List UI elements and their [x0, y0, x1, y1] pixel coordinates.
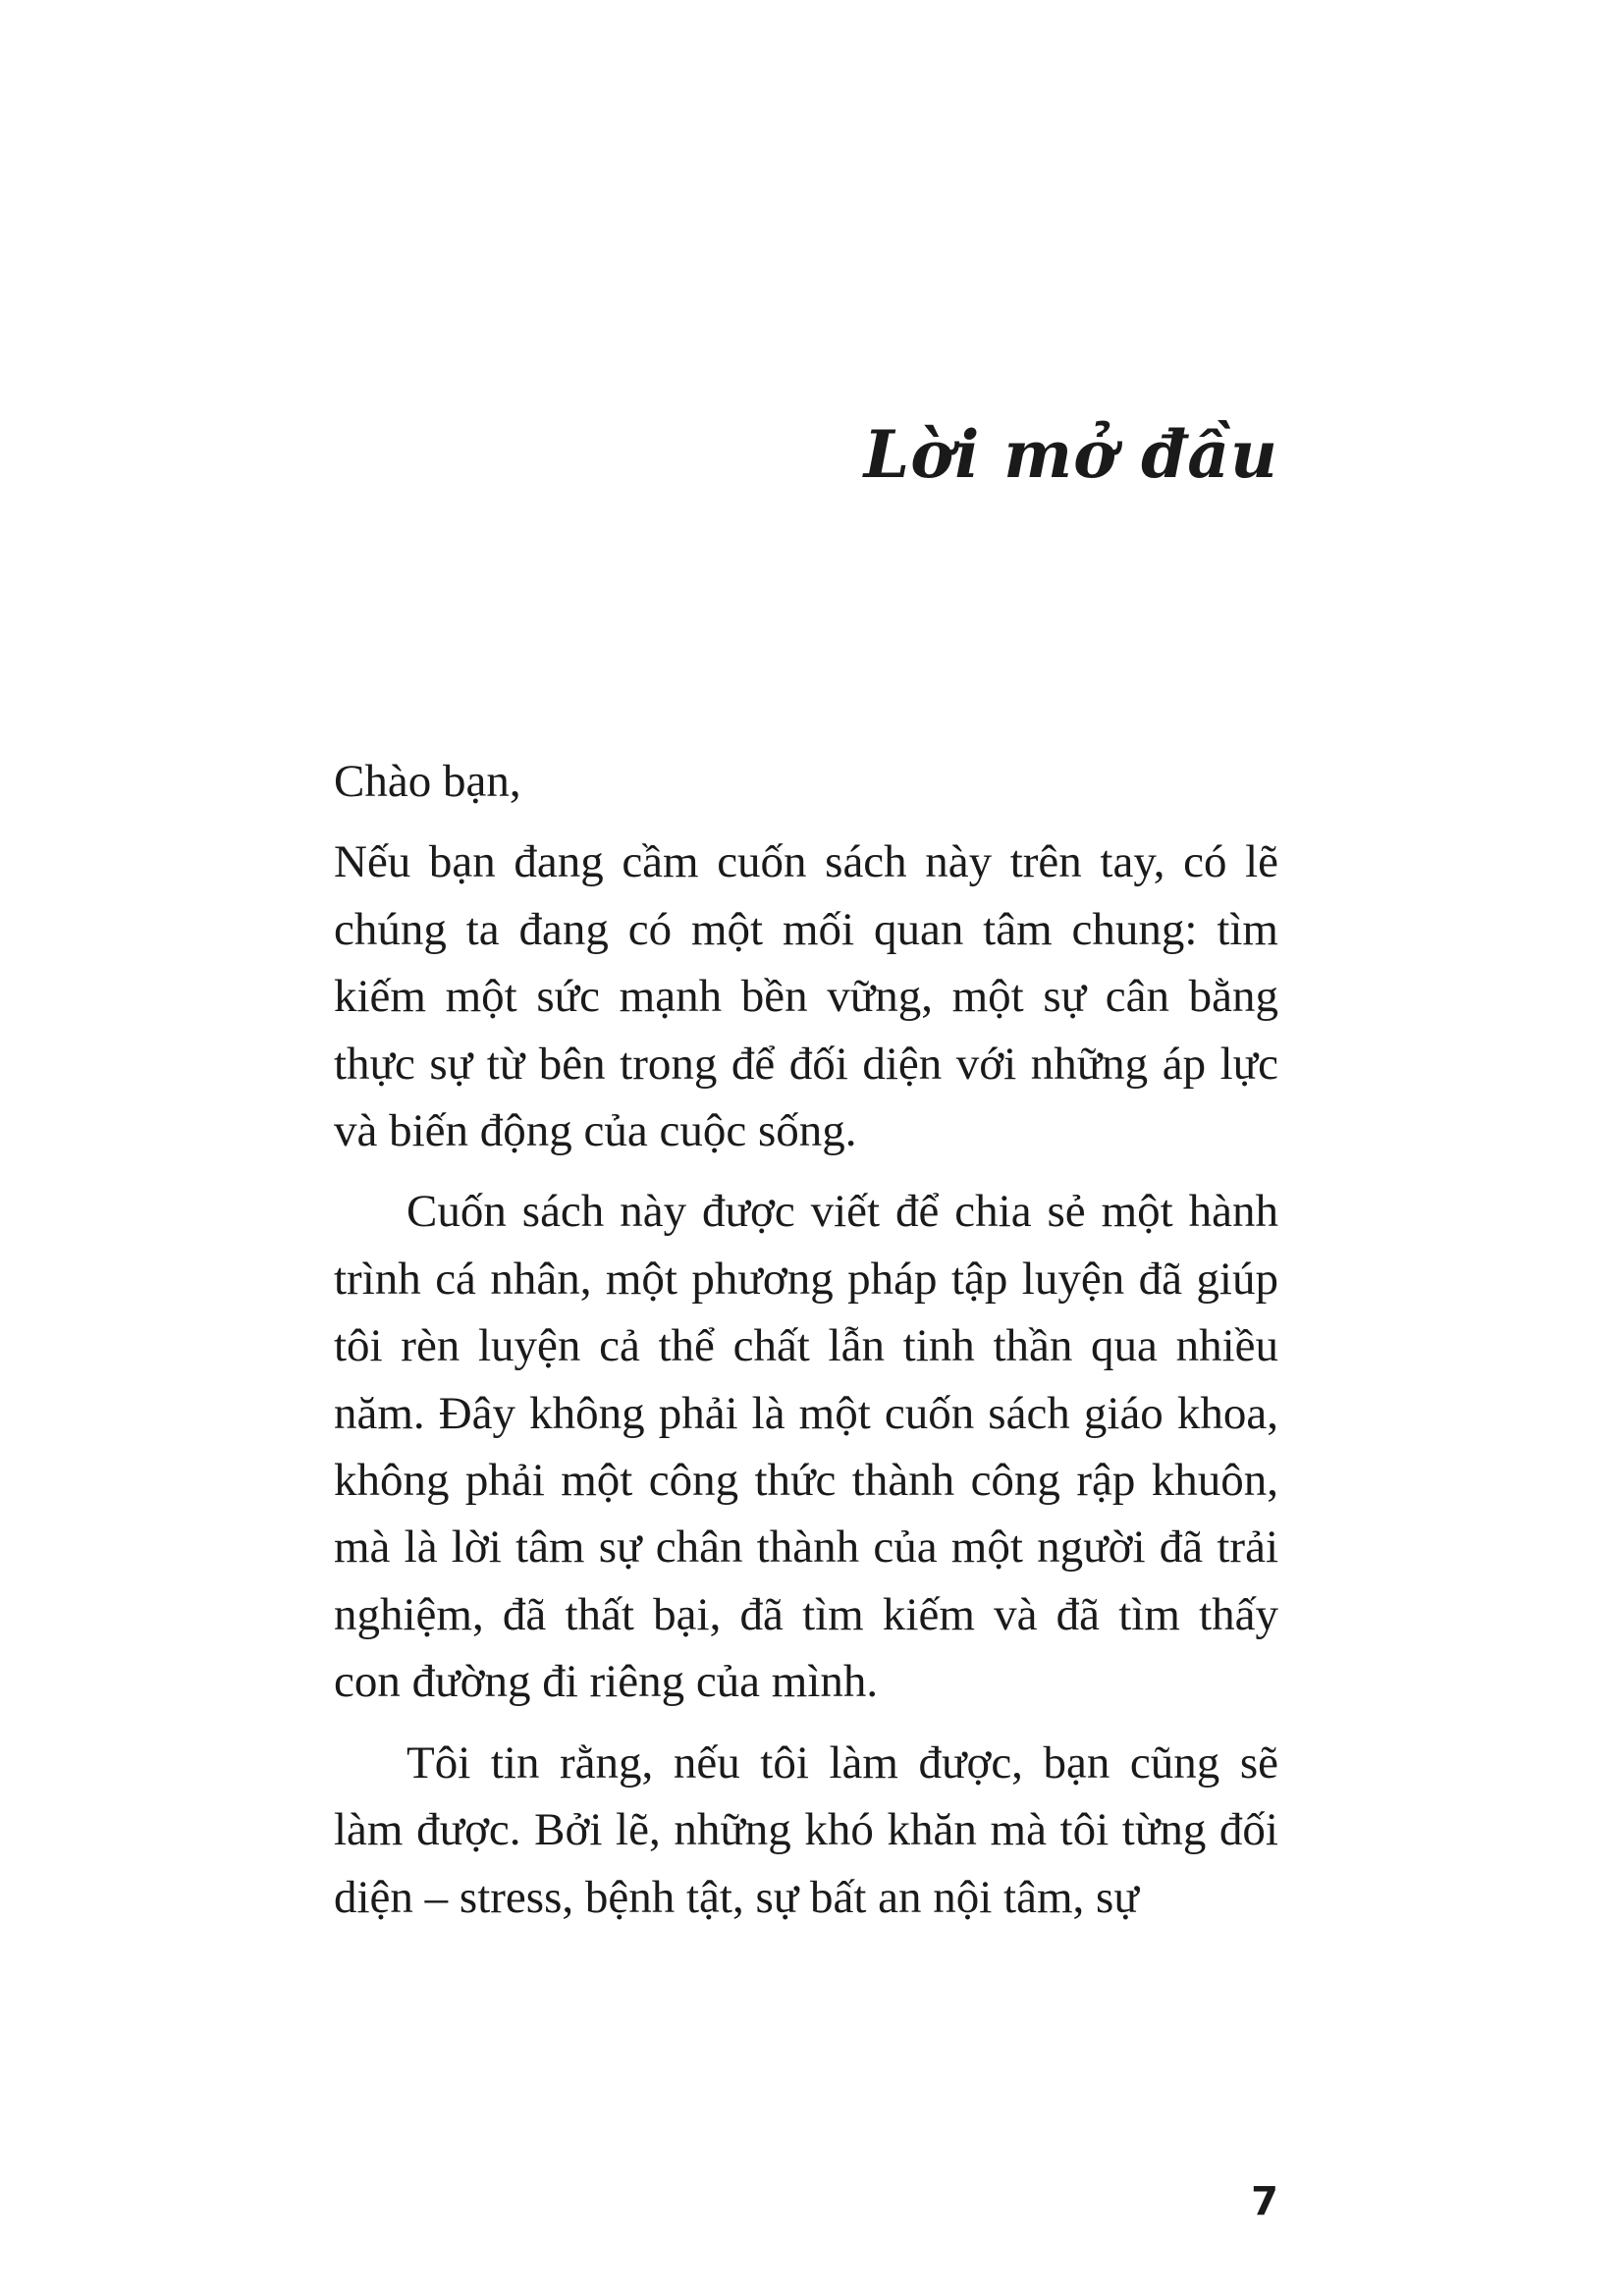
paragraph-1: Nếu bạn đang cầm cuốn sách này trên tay, có lẽ chúng ta đang có một mối quan tâm chung: tìm kiếm một sức mạnh bền vững, một sự cân bằng thực sự từ bên trong để đối diện với những áp lực và biến động của cuộc sống. — [334, 836, 1278, 1157]
greeting-line: Chào bạn, — [334, 756, 521, 807]
paragraph-3: Tôi tin rằng, nếu tôi làm được, bạn cũng sẽ làm được. Bởi lẽ, những khó khăn mà tôi từng đối diện – stress, bệnh tật, sự bất an nội tâm, sự — [334, 1736, 1278, 1923]
page-number: 7 — [1251, 2179, 1278, 2224]
chapter-title: Lời mở đầu — [863, 416, 1278, 493]
body-text — [334, 748, 1278, 1945]
paragraph-2: Cuốn sách này được viết để chia sẻ một hành trình cá nhân, một phương pháp tập luyện đã giúp tôi rèn luyện cả thể chất lẫn tinh thần qua nhiều năm. Đây không phải là một cuốn sách giáo khoa, không phải một công thức thành công rập khuôn, mà là lời tâm sự chân thành của một người đã trải nghiệm, đã thất bại, đã tìm kiếm và đã tìm thấy con đường đi riêng của mình. — [334, 1186, 1278, 1708]
